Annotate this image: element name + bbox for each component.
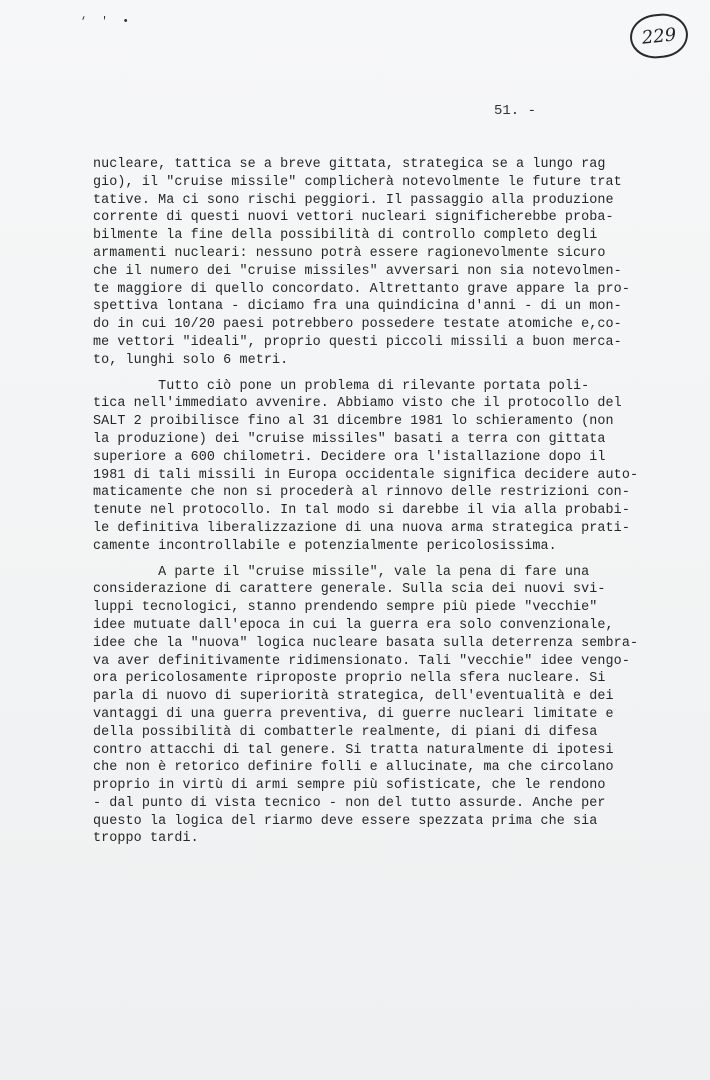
- text-line: me vettori "ideali", proprio questi piccoli missili a buon merca-: [93, 334, 622, 350]
- paragraph-gap: [93, 370, 673, 378]
- archive-stamp: [628, 11, 690, 61]
- text-line: considerazione di carattere generale. Sulla scia dei nuovi svi-: [93, 582, 606, 598]
- text-line: parla di nuovo di superiorità strategica, dell'eventualità e dei: [93, 689, 614, 705]
- text-line: spettiva lontana - diciamo fra una quindicina d'anni - di un mon-: [93, 299, 622, 315]
- page-number: 51. -: [494, 103, 537, 119]
- stamp-number: 229: [640, 23, 678, 49]
- text-line: to, lunghi solo 6 metri.: [93, 352, 289, 368]
- text-line: che non è retorico definire folli e allucinate, ma che circolano: [93, 760, 614, 776]
- text-line: vantaggi di una guerra preventiva, di guerre nucleari limitate e: [93, 706, 614, 722]
- paragraph-1: [93, 156, 673, 370]
- text-line: camente incontrollabile e potenzialmente pericolosissima.: [93, 538, 557, 554]
- text-line: idee mutuate dall'epoca in cui la guerra era solo convenzionale,: [93, 617, 614, 633]
- text-line: do in cui 10/20 paesi potrebbero possedere testate atomiche e,co-: [93, 317, 622, 333]
- text-line: gio), il "cruise missile" complicherà notevolmente le future trat: [93, 174, 622, 190]
- text-line: questo la logica del riarmo deve essere spezzata prima che sia: [93, 813, 598, 829]
- text-line: contro attacchi di tal genere. Si tratta naturalmente di ipotesi: [93, 742, 614, 758]
- text-line: - dal punto di vista tecnico - non del tutto assurde. Anche per: [93, 795, 606, 811]
- text-line: nucleare, tattica se a breve gittata, strategica se a lungo rag: [93, 157, 606, 172]
- text-line: Tutto ciò pone un problema di rilevante portata poli-: [93, 378, 590, 394]
- text-line: superiore a 600 chilometri. Decidere ora l'istallazione dopo il: [93, 449, 606, 465]
- text-line: le definitiva liberalizzazione di una nuova arma strategica prati-: [93, 520, 630, 536]
- text-line: luppi tecnologici, stanno prendendo sempre più piede "vecchie": [93, 600, 598, 616]
- text-line: idee che la "nuova" logica nucleare basata sulla deterrenza sembra-: [93, 635, 639, 651]
- text-line: della possibilità di combatterle realmente, di piani di difesa: [93, 724, 598, 740]
- text-line: bilmente la fine della possibilità di controllo completo degli: [93, 228, 598, 244]
- text-line: A parte il "cruise missile", vale la pena di fare una: [93, 564, 590, 580]
- text-line: la produzione) dei "cruise missiles" basati a terra con gittata: [93, 431, 606, 447]
- paragraph-2: [93, 378, 673, 556]
- text-line: armamenti nucleari: nessuno potrà essere ragionevolmente sicuro: [93, 245, 606, 261]
- paragraph-3: [93, 564, 673, 849]
- top-marks: ‘ ' •: [80, 16, 134, 28]
- text-line: troppo tardi.: [93, 831, 199, 847]
- text-line: maticamente che non si procederà al rinnovo delle restrizioni con-: [93, 485, 630, 501]
- text-line: corrente di questi nuovi vettori nucleari significherebbe proba-: [93, 210, 614, 226]
- text-line: te maggiore di quello concordato. Altrettanto grave appare la pro-: [93, 281, 630, 297]
- text-line: che il numero dei "cruise missiles" avversari non sia notevolmen-: [93, 263, 622, 279]
- text-line: tenute nel protocollo. In tal modo si darebbe il via alla probabi-: [93, 503, 630, 519]
- text-line: tica nell'immediato avvenire. Abbiamo visto che il protocollo del: [93, 396, 622, 412]
- text-line: va aver definitivamente ridimensionato. Tali "vecchie" idee vengo-: [93, 653, 630, 669]
- text-line: ora pericolosamente riproposte proprio nella sfera nucleare. Si: [93, 671, 606, 687]
- text-line: SALT 2 proibilisce fino al 31 dicembre 1981 lo schieramento (non: [93, 414, 614, 430]
- paragraph-gap: [93, 556, 673, 564]
- text-line: 1981 di tali missili in Europa occidentale significa decidere auto-: [93, 467, 639, 483]
- text-line: proprio in virtù di armi sempre più sofisticate, che le rendono: [93, 778, 606, 794]
- text-line: tative. Ma ci sono rischi peggiori. Il passaggio alla produzione: [93, 192, 614, 208]
- body-text: [93, 156, 673, 848]
